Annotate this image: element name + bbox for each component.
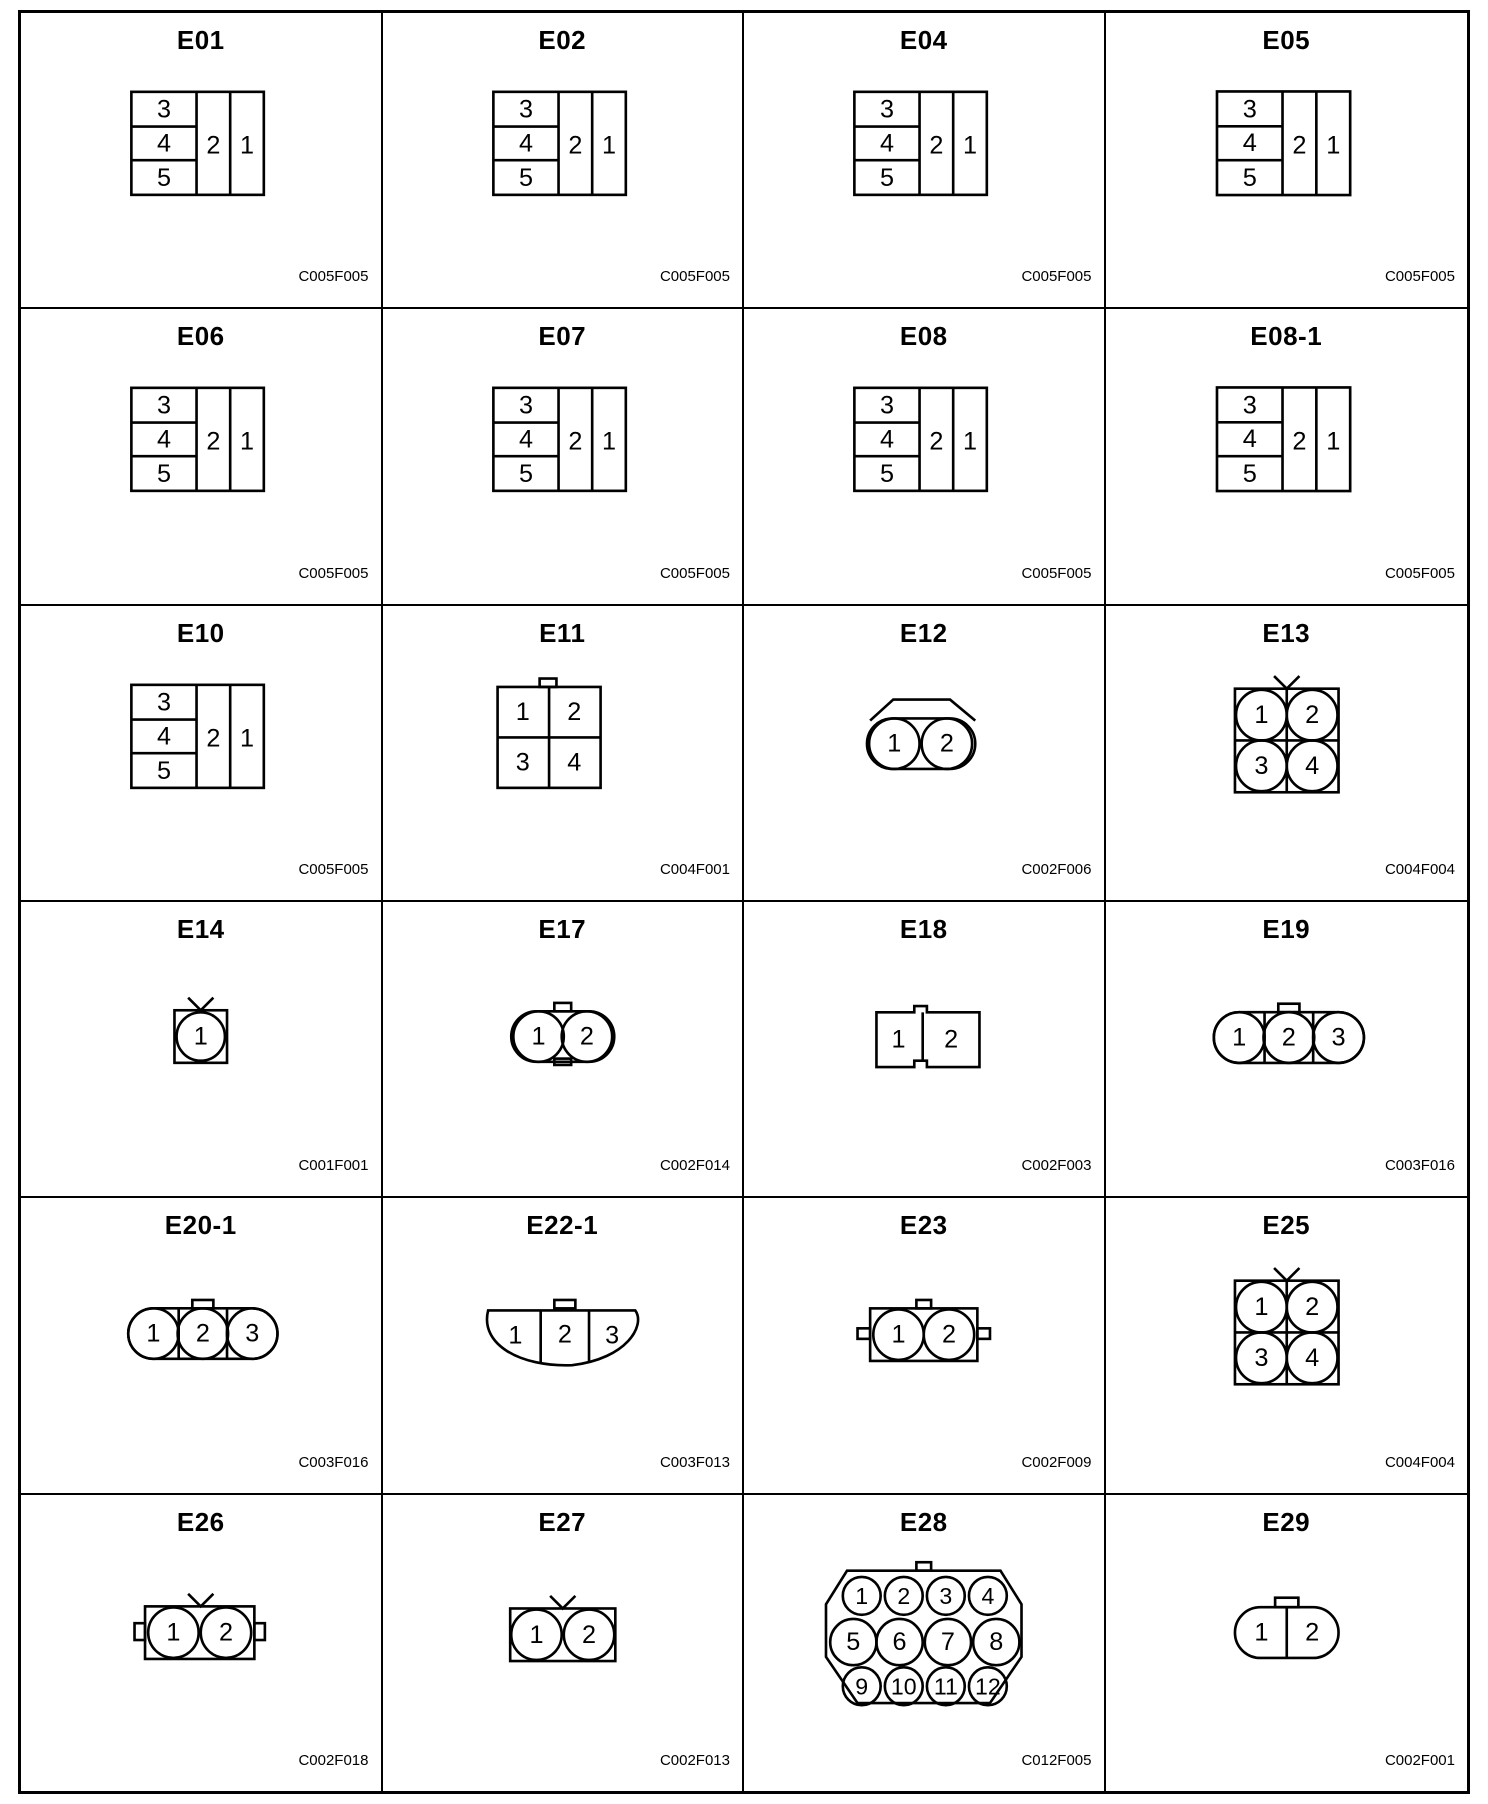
- pin-label: 2: [567, 131, 582, 160]
- connector-diagram: [744, 1198, 1104, 1492]
- pin-label: 2: [1291, 427, 1306, 456]
- pin-label: 1: [239, 131, 255, 160]
- pin-label: 3: [518, 95, 533, 124]
- pin-label: 1: [507, 1322, 522, 1351]
- pin-label: 3: [156, 95, 171, 124]
- part-code: C004F001: [659, 861, 730, 878]
- pin-label: 5: [518, 164, 533, 193]
- connector-id: E17: [538, 914, 587, 944]
- pin-label: 4: [566, 748, 581, 777]
- part-code: C001F001: [298, 1157, 369, 1175]
- pin-label: 5: [156, 460, 171, 489]
- pin-label: 5: [846, 1627, 861, 1656]
- pin-label: 4: [981, 1582, 995, 1609]
- pin-label: 3: [518, 392, 533, 421]
- pin-label: 5: [518, 460, 533, 489]
- pin-label: 5: [1242, 164, 1257, 193]
- pin-label: 3: [1242, 95, 1257, 124]
- connector-id: E22-1: [526, 1210, 599, 1241]
- latch-mark: [550, 1596, 575, 1609]
- part-code: C003F013: [659, 1453, 730, 1471]
- pin-label: 1: [1325, 427, 1340, 456]
- connector-cell: [744, 309, 1106, 605]
- pin-label: 1: [601, 427, 616, 456]
- connector-id: E08: [899, 321, 948, 352]
- pin-label: 2: [195, 1319, 210, 1348]
- part-code: C003F016: [298, 1453, 369, 1471]
- latch-mark: [188, 998, 213, 1011]
- pin-label: 12: [975, 1672, 1001, 1699]
- pin-label: 2: [566, 697, 581, 726]
- pin-label: 1: [531, 1022, 546, 1051]
- connector-cell: [383, 309, 745, 605]
- connector-cell: [21, 13, 383, 309]
- part-code: C004F004: [1384, 861, 1455, 878]
- connector-cell: [21, 606, 383, 902]
- pin-label: 2: [557, 1320, 572, 1349]
- connector-diagram: [21, 13, 381, 307]
- pin-label: 1: [887, 729, 902, 758]
- connector-diagram: [744, 13, 1104, 307]
- pin-label: 2: [939, 729, 954, 758]
- connector-cell: [383, 1495, 745, 1791]
- latch-mark: [1274, 676, 1299, 689]
- connector-cell: [21, 902, 383, 1198]
- pin-label: 1: [1253, 700, 1268, 729]
- pin-label: 4: [156, 425, 171, 454]
- connector-id: E18: [899, 914, 948, 944]
- pin-label: 2: [929, 131, 944, 160]
- pin-label: 1: [1253, 1618, 1268, 1647]
- pin-label: 1: [239, 427, 255, 456]
- pin-label: 2: [567, 427, 582, 456]
- connector-diagram: [21, 309, 381, 603]
- connector-diagram: [21, 902, 381, 1196]
- connector-diagram: [1106, 902, 1468, 1196]
- pin-label: 8: [989, 1627, 1004, 1656]
- pin-label: 2: [206, 131, 221, 160]
- pin-label: 2: [929, 427, 944, 456]
- pin-label: 2: [218, 1618, 233, 1647]
- pin-label: 4: [1242, 425, 1257, 454]
- connector-diagram: [744, 606, 1104, 900]
- connector-cell: [383, 606, 745, 902]
- connector-diagram: [744, 1495, 1104, 1791]
- latch-mark: [1274, 1268, 1299, 1281]
- pin-label: 1: [962, 131, 978, 160]
- pin-label: 2: [206, 724, 221, 753]
- pin-label: 3: [1242, 391, 1257, 420]
- pin-label: 4: [1304, 1344, 1319, 1373]
- connector-id: E14: [176, 914, 225, 944]
- pin-label: 4: [518, 425, 533, 454]
- connector-cell: [21, 1495, 383, 1791]
- pin-label: 9: [855, 1672, 869, 1699]
- part-code: C003F016: [1384, 1157, 1455, 1175]
- part-code: C005F005: [1384, 268, 1455, 286]
- connector-diagram: [21, 1495, 381, 1791]
- latch-tab: [554, 1300, 575, 1308]
- pin-label: 2: [579, 1022, 594, 1051]
- connector-id: E01: [176, 25, 225, 55]
- connector-cell: [21, 1198, 383, 1494]
- connector-id: E12: [899, 617, 948, 648]
- pin-label: 4: [518, 129, 533, 158]
- pin-label: 1: [166, 1618, 181, 1647]
- part-code: C005F005: [1384, 564, 1455, 582]
- connector-id: E13: [1262, 617, 1311, 648]
- pin-label: 4: [1242, 129, 1257, 158]
- connector-cell: [1106, 1495, 1468, 1791]
- connector-diagram: [383, 1198, 743, 1492]
- part-code: C002F014: [659, 1157, 730, 1175]
- pin-label: 3: [245, 1319, 260, 1348]
- connector-id: E04: [899, 25, 948, 55]
- connector-id: E25: [1262, 1210, 1311, 1241]
- pin-label: 10: [890, 1672, 917, 1699]
- pin-label: 4: [879, 425, 894, 454]
- pin-label: 4: [156, 129, 171, 158]
- connector-diagram: [21, 606, 381, 900]
- connector-cell: [383, 13, 745, 309]
- pin-label: 1: [193, 1022, 208, 1051]
- pin-label: 4: [156, 722, 171, 751]
- connector-cell: [744, 1495, 1106, 1791]
- connector-id: E11: [539, 617, 586, 648]
- pin-label: 1: [962, 427, 978, 456]
- pin-label: 1: [891, 1320, 906, 1349]
- pin-label: 5: [156, 164, 171, 193]
- connector-id: E27: [538, 1506, 587, 1537]
- connector-diagram: [1106, 309, 1468, 603]
- connector-diagram: [1106, 1198, 1468, 1492]
- connector-sheet: [18, 10, 1470, 1794]
- side-ear: [858, 1329, 871, 1340]
- part-code: C002F001: [1384, 1752, 1455, 1769]
- connector-id: E07: [538, 321, 587, 352]
- connector-id: E28: [899, 1506, 948, 1537]
- connector-id: E05: [1262, 25, 1311, 55]
- connector-cell: [383, 1198, 745, 1494]
- part-code: C005F005: [298, 861, 369, 878]
- pin-label: 2: [206, 427, 221, 456]
- connector-diagram: [383, 13, 743, 307]
- pin-label: 2: [1291, 131, 1306, 160]
- part-code: C004F004: [1384, 1453, 1455, 1471]
- connector-id: E19: [1262, 914, 1311, 944]
- connector-diagram: [1106, 606, 1468, 900]
- pin-label: 5: [879, 164, 894, 193]
- part-code: C002F003: [1021, 1157, 1092, 1175]
- connector-diagram: [21, 1198, 381, 1492]
- connector-diagram: [744, 309, 1104, 603]
- part-code: C002F013: [659, 1752, 730, 1769]
- pin-label: 1: [515, 697, 530, 726]
- part-code: C005F005: [659, 564, 730, 582]
- pin-label: 2: [1281, 1023, 1296, 1052]
- part-code: C012F005: [1021, 1752, 1092, 1769]
- part-code: C002F009: [1021, 1453, 1092, 1471]
- pin-label: 5: [1242, 460, 1257, 489]
- part-code: C002F006: [1021, 861, 1092, 878]
- pin-label: 2: [897, 1582, 911, 1609]
- side-ear: [977, 1329, 990, 1340]
- part-code: C002F018: [298, 1752, 369, 1769]
- pin-label: 2: [1304, 700, 1319, 729]
- pin-label: 2: [1304, 1618, 1319, 1647]
- connector-cell: [744, 902, 1106, 1198]
- pin-label: 2: [1304, 1293, 1319, 1322]
- pin-label: 5: [879, 460, 894, 489]
- pin-label: 1: [1231, 1023, 1246, 1052]
- pin-label: 7: [940, 1627, 955, 1656]
- pin-label: 1: [528, 1620, 543, 1649]
- pin-label: 3: [1253, 1344, 1268, 1373]
- pin-label: 6: [892, 1627, 907, 1656]
- pin-label: 3: [939, 1582, 953, 1609]
- connector-id: E23: [899, 1210, 948, 1241]
- latch-mark: [188, 1593, 213, 1606]
- connector-diagram: [383, 902, 743, 1196]
- connector-diagram: [744, 902, 1104, 1196]
- connector-cell: [744, 1198, 1106, 1494]
- connector-cell: [1106, 902, 1468, 1198]
- pin-label: 3: [1330, 1023, 1346, 1052]
- latch-tab: [1275, 1597, 1298, 1607]
- connector-diagram: [383, 606, 743, 900]
- connector-id: E29: [1262, 1506, 1311, 1537]
- pin-label: 1: [855, 1582, 869, 1609]
- connector-id: E06: [176, 321, 225, 352]
- connector-diagram: [1106, 1495, 1468, 1791]
- pin-label: 3: [879, 95, 894, 124]
- connector-cell: [1106, 309, 1468, 605]
- part-code: C005F005: [659, 268, 730, 286]
- connector-cell: [1106, 13, 1468, 309]
- pin-label: 2: [941, 1320, 956, 1349]
- pin-label: 2: [581, 1620, 596, 1649]
- side-ear: [135, 1623, 146, 1640]
- connector-diagram: [1106, 13, 1468, 307]
- pin-label: 1: [146, 1319, 161, 1348]
- connector-id: E20-1: [164, 1210, 237, 1241]
- pin-label: 1: [1325, 131, 1340, 160]
- pin-label: 3: [156, 392, 171, 421]
- part-code: C005F005: [1021, 268, 1092, 286]
- pin-label: 4: [1304, 751, 1319, 780]
- pin-label: 3: [1253, 751, 1268, 780]
- connector-id: E10: [176, 617, 225, 648]
- connector-id: E26: [176, 1506, 225, 1537]
- connector-diagram: [383, 309, 743, 603]
- connector-cell: [21, 309, 383, 605]
- pin-label: 1: [239, 724, 255, 753]
- connector-cell: [383, 902, 745, 1198]
- connector-cell: [744, 13, 1106, 309]
- pin-label: 11: [933, 1672, 958, 1699]
- part-code: C005F005: [298, 268, 369, 286]
- pin-label: 2: [944, 1025, 959, 1054]
- pin-label: 3: [156, 688, 171, 717]
- connector-diagram: [383, 1495, 743, 1791]
- pin-label: 3: [879, 392, 894, 421]
- part-code: C005F005: [298, 564, 369, 582]
- connector-id: E08-1: [1250, 321, 1323, 352]
- part-code: C005F005: [1021, 564, 1092, 582]
- pin-label: 1: [601, 131, 616, 160]
- pin-label: 5: [156, 756, 171, 785]
- pin-label: 1: [891, 1025, 906, 1054]
- pin-label: 4: [879, 129, 894, 158]
- connector-cell: [1106, 606, 1468, 902]
- pin-label: 3: [515, 748, 530, 777]
- pin-label: 1: [1253, 1293, 1268, 1322]
- connector-cell: [744, 606, 1106, 902]
- side-ear: [254, 1623, 265, 1640]
- connector-id: E02: [538, 25, 587, 55]
- connector-cell: [1106, 1198, 1468, 1494]
- pin-label: 3: [604, 1322, 619, 1351]
